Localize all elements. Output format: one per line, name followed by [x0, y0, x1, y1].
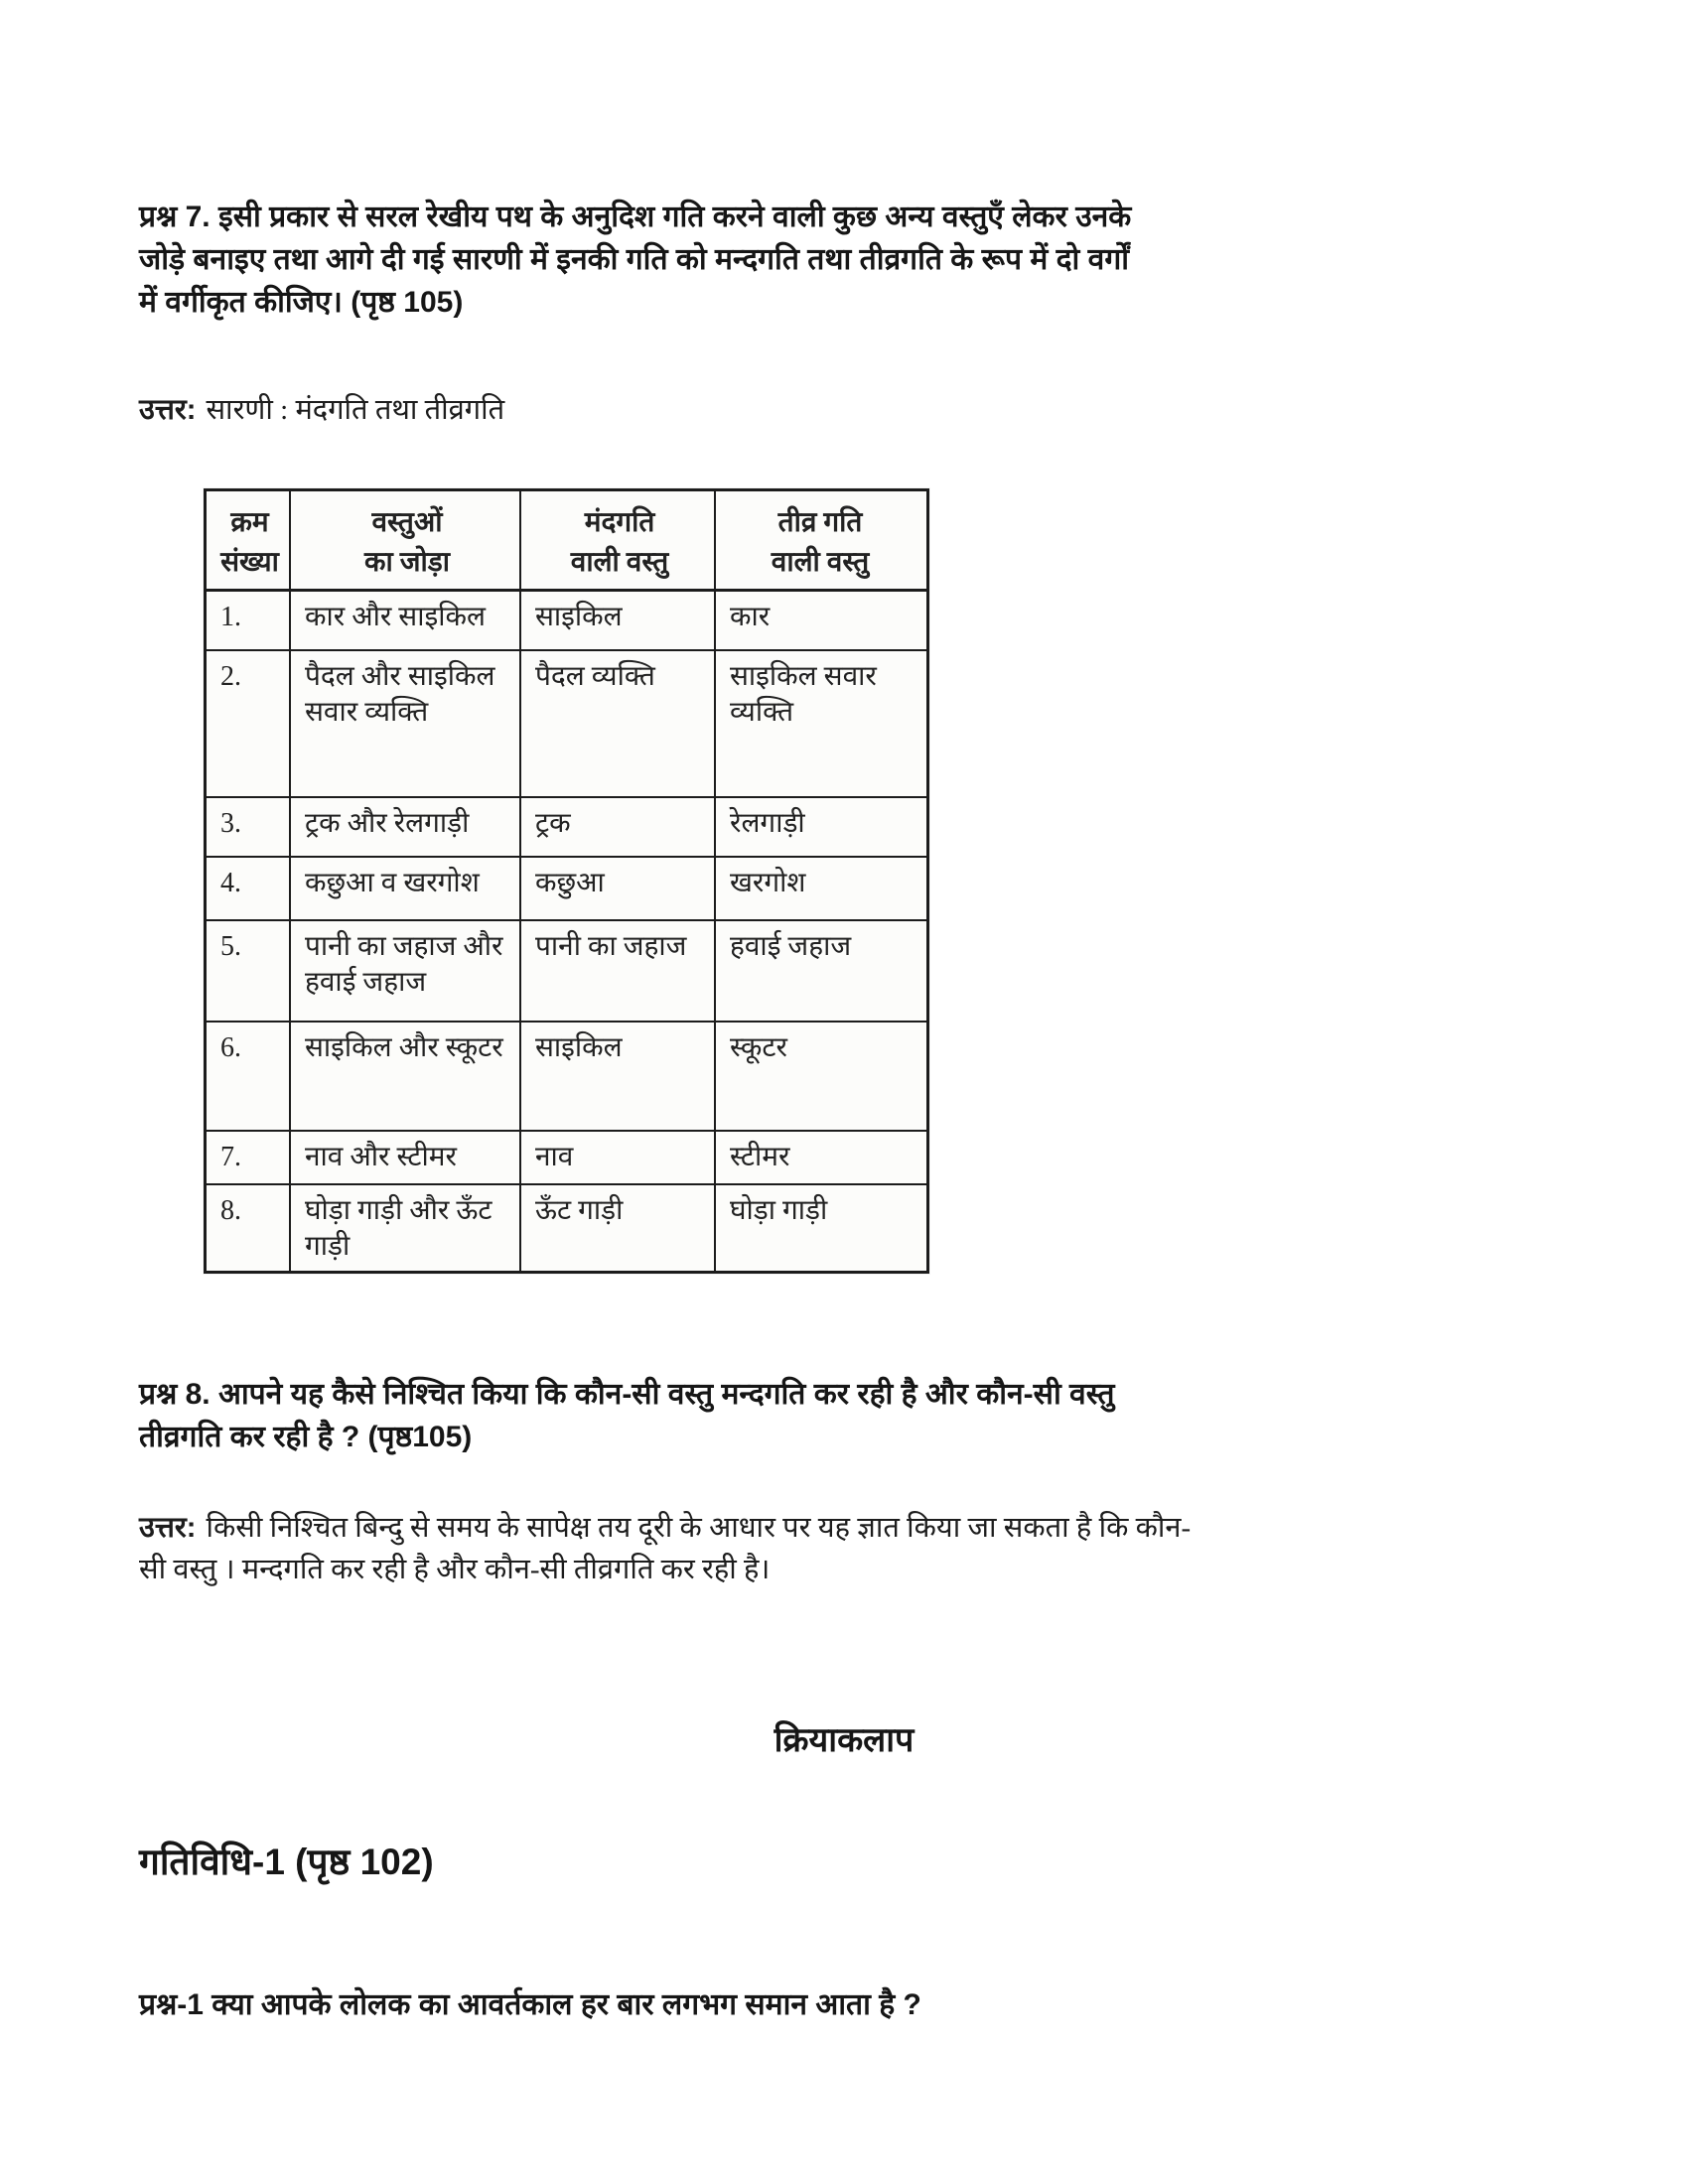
activity-1-subheading: गतिविधि-1 (पृष्ठ 102) [139, 1842, 434, 1882]
answer-7-label: उत्तर: [139, 394, 197, 426]
cell-fast: कार [730, 602, 771, 632]
table-row [207, 592, 926, 651]
answer-8-label: उत्तर: [139, 1512, 197, 1544]
table-header-row [207, 491, 926, 592]
cell-fast: साइकिल सवार व्यक्ति [730, 661, 877, 728]
question-8-line-2: तीव्रगति कर रही है ? (पृष्ठ105) [139, 1421, 473, 1453]
answer-8-line-1: किसी निश्चित बिन्दु से समय के सापेक्ष तय दूरी के आधार पर यह ज्ञात किया जा सकता है कि कौन- [206, 1512, 1192, 1544]
cell-slow: नाव [521, 1132, 716, 1183]
cell-slow: साइकिल [521, 1023, 716, 1130]
header-object-pair: वस्तुओं का जोड़ा [291, 491, 521, 589]
cell-serial: 7. [207, 1132, 291, 1183]
cell-pair: पानी का जहाज और हवाई जहाज [291, 921, 521, 1021]
cell-pair: नाव और स्टीमर [291, 1132, 521, 1183]
cell-fast: घोड़ा गाड़ी [730, 1195, 828, 1226]
activity-question-1: प्रश्न-1 क्या आपके लोलक का आवर्तकाल हर बार लगभग समान आता है ? [139, 1988, 921, 2021]
question-8-paragraph [139, 1373, 1549, 1458]
table-row [207, 1023, 926, 1132]
answer-7-line [139, 389, 1529, 431]
cell-pair: पैदल और साइकिल सवार व्यक्ति [291, 651, 521, 796]
cell-serial: 1. [207, 592, 291, 649]
answer-8-line-2: सी वस्तु । मन्दगति कर रही है और कौन-सी तीव्रगति कर रही है। [139, 1554, 771, 1585]
cell-serial: 6. [207, 1023, 291, 1130]
question-7-line-2: जोड़े बनाइए तथा आगे दी गई सारणी में इनकी गति को मन्दगति तथा तीव्रगति के रूप में दो वर्गों [139, 243, 1129, 276]
question-7-line-3: में वर्गीकृत कीजिए। (पृष्ठ 105) [139, 286, 464, 319]
header-fast-object: तीव्र गति वाली वस्तु [771, 507, 870, 578]
header-serial-number: क्रम संख्या [207, 491, 291, 589]
cell-serial: 5. [207, 921, 291, 1021]
header-slow-object: मंदगति वाली वस्तु [521, 491, 716, 589]
question-8-line-1: प्रश्न 8. आपने यह कैसे निश्चित किया कि कौन-सी वस्तु मन्दगति कर रही है और कौन-सी वस्तु [139, 1378, 1115, 1411]
cell-pair: कछुआ व खरगोश [291, 858, 521, 919]
cell-serial: 4. [207, 858, 291, 919]
table-row [207, 1132, 926, 1185]
cell-fast: खरगोश [730, 868, 806, 898]
activities-section-heading: क्रियाकलाप [774, 1721, 914, 1759]
table-row [207, 798, 926, 858]
cell-fast: रेलगाड़ी [730, 808, 805, 839]
question-7-line-1: प्रश्न 7. इसी प्रकार से सरल रेखीय पथ के अनुदिश गति करने वाली कुछ अन्य वस्तुएँ लेकर उनके [139, 201, 1132, 233]
cell-slow: साइकिल [521, 592, 716, 649]
cell-pair: घोड़ा गाड़ी और ऊँट गाड़ी [291, 1185, 521, 1271]
cell-pair: साइकिल और स्कूटर [291, 1023, 521, 1130]
cell-fast: स्कूटर [730, 1032, 787, 1063]
answer-7-text: सारणी : मंदगति तथा तीव्रगति [206, 394, 505, 426]
table-row [207, 921, 926, 1023]
cell-slow: कछुआ [521, 858, 716, 919]
table-row [207, 651, 926, 798]
cell-slow: पानी का जहाज [521, 921, 716, 1021]
cell-serial: 3. [207, 798, 291, 856]
question-7-paragraph [139, 196, 1549, 324]
cell-slow: ट्रक [521, 798, 716, 856]
cell-fast: स्टीमर [730, 1142, 790, 1172]
answer-8-paragraph [139, 1507, 1569, 1590]
cell-slow: पैदल व्यक्ति [521, 651, 716, 796]
cell-serial: 2. [207, 651, 291, 796]
table-row [207, 858, 926, 921]
table-row [207, 1185, 926, 1271]
cell-slow: ऊँट गाड़ी [521, 1185, 716, 1271]
cell-serial: 8. [207, 1185, 291, 1271]
cell-pair: कार और साइकिल [291, 592, 521, 649]
slow-fast-motion-table [204, 488, 929, 1274]
cell-pair: ट्रक और रेलगाड़ी [291, 798, 521, 856]
cell-fast: हवाई जहाज [730, 931, 852, 962]
